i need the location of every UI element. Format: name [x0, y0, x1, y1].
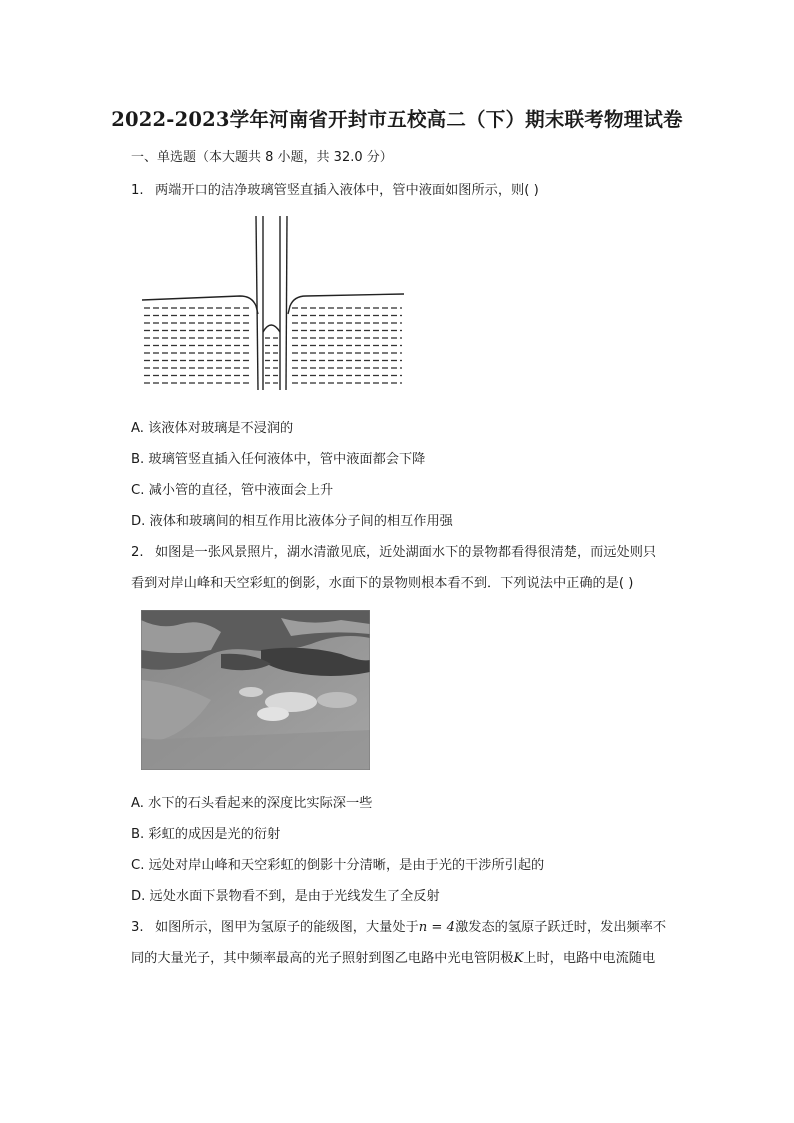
question-number: 2. — [131, 545, 144, 560]
exam-title: 2022-2023学年河南省开封市五校高二（下）期末联考物理试卷 — [111, 108, 683, 131]
question-3-stem-line-1 — [131, 916, 666, 935]
capillary-tube-figure — [140, 214, 406, 392]
question-1-stem — [131, 179, 539, 198]
question-2-stem-line-2: 看到对岸山峰和天空彩虹的倒影，水面下的景物则根本看不到．下列说法中正确的是( ) — [131, 576, 634, 591]
question-text: 激发态的氢原子跃迁时，发出频率不 — [455, 920, 667, 935]
liquid-dashes — [144, 308, 402, 383]
question-text: 上时，电路中电流随电 — [523, 951, 656, 966]
q1-option-c: C. 减小管的直径，管中液面会上升 — [131, 483, 334, 498]
math-expression: n = 4 — [418, 920, 456, 935]
question-text: 如图是一张风景照片，湖水清澈见底，近处湖面水下的景物都看得很清楚，而远处则只 — [155, 545, 657, 560]
question-text: 同的大量光子，其中频率最高的光子照射到图乙电路中光电管阴极 — [131, 951, 514, 966]
lake-photo — [141, 610, 370, 770]
q1-option-b: B. 玻璃管竖直插入任何液体中，管中液面都会下降 — [131, 452, 426, 467]
q2-option-b: B. 彩虹的成因是光的衍射 — [131, 827, 281, 842]
q1-option-a: A. 该液体对玻璃是不浸润的 — [131, 421, 294, 436]
q1-option-d: D. 液体和玻璃间的相互作用比液体分子间的相互作用强 — [131, 514, 453, 529]
q2-option-a: A. 水下的石头看起来的深度比实际深一些 — [131, 796, 373, 811]
section-heading: 一、单选题（本大题共 8 小题，共 32.0 分） — [131, 150, 393, 165]
q2-option-d: D. 远处水面下景物看不到，是由于光线发生了全反射 — [131, 889, 440, 904]
math-expression: K — [513, 951, 524, 966]
question-number: 3. — [131, 920, 144, 935]
q2-option-c: C. 远处对岸山峰和天空彩虹的倒影十分清晰，是由于光的干涉所引起的 — [131, 858, 545, 873]
question-text: 如图所示，图甲为氢原子的能级图，大量处于 — [155, 920, 419, 935]
question-2-stem-line-1 — [131, 541, 656, 560]
question-text: 两端开口的洁净玻璃管竖直插入液体中，管中液面如图所示，则( ) — [155, 183, 539, 198]
question-number: 1. — [131, 183, 144, 198]
question-3-stem-line-2 — [131, 947, 655, 966]
